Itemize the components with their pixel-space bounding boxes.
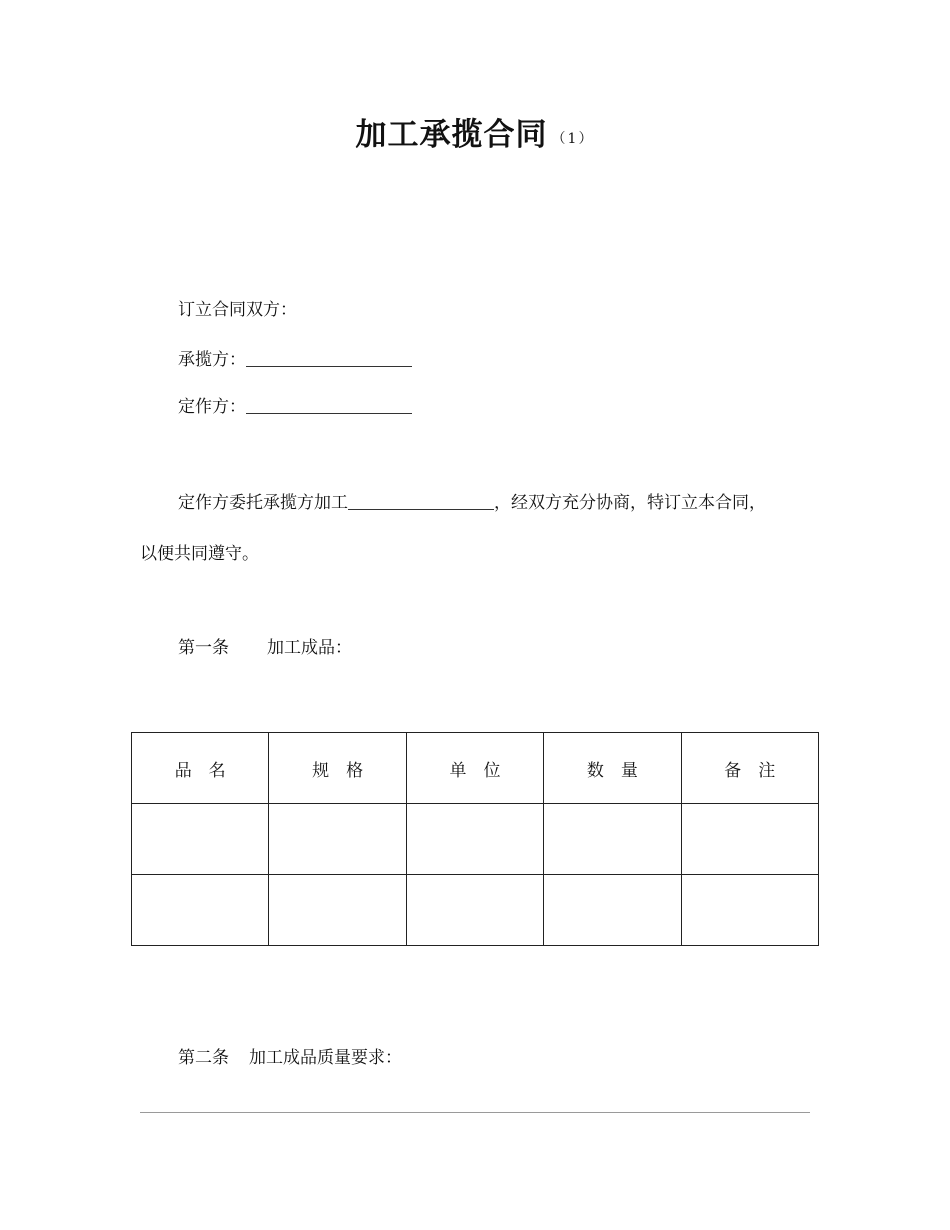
table-cell[interactable] [269,875,406,946]
article-1-title: 加工成品： [267,638,352,658]
header-quantity: 数 量 [544,733,681,804]
article-1-heading [178,635,352,661]
table-cell[interactable] [406,875,543,946]
document-title [0,112,950,162]
header-product-name: 品 名 [132,733,269,804]
header-unit: 单 位 [406,733,543,804]
intro-line-1 [140,490,820,516]
table-cell[interactable] [406,804,543,875]
product-name-blank[interactable] [348,491,494,510]
parties-heading: 订立合同双方： [178,300,297,320]
title-text: 加工承揽合同 [355,117,548,153]
title-suffix: （1） [551,131,595,147]
table-cell[interactable] [544,875,681,946]
table-cell[interactable] [132,804,269,875]
orderer-name-blank[interactable] [246,395,412,414]
intro-line-2: 以便共同遵守。 [140,544,259,564]
intro-paragraph [140,490,820,567]
article-2-heading [178,1045,402,1071]
footer-divider [140,1112,810,1113]
table-cell[interactable] [544,804,681,875]
table-row [132,804,819,875]
header-remarks: 备 注 [681,733,818,804]
table-cell[interactable] [681,804,818,875]
goods-table-header-row [132,733,819,804]
article-2-number: 第二条 [178,1048,229,1068]
header-specification: 规 格 [269,733,406,804]
contractor-label: 承揽方： [178,350,246,370]
intro-part-1: 定作方委托承揽方加工 [178,493,348,513]
goods-table [131,732,819,946]
orderer-line [178,394,412,420]
intro-part-2: ，经双方充分协商，特订立本合同， [494,493,766,513]
table-cell[interactable] [681,875,818,946]
article-2-title: 加工成品质量要求： [249,1048,402,1068]
orderer-label: 定作方： [178,397,246,417]
article-1-number: 第一条 [178,638,229,658]
contractor-name-blank[interactable] [246,348,412,367]
table-cell[interactable] [132,875,269,946]
contractor-line [178,347,412,373]
table-row [132,875,819,946]
table-cell[interactable] [269,804,406,875]
